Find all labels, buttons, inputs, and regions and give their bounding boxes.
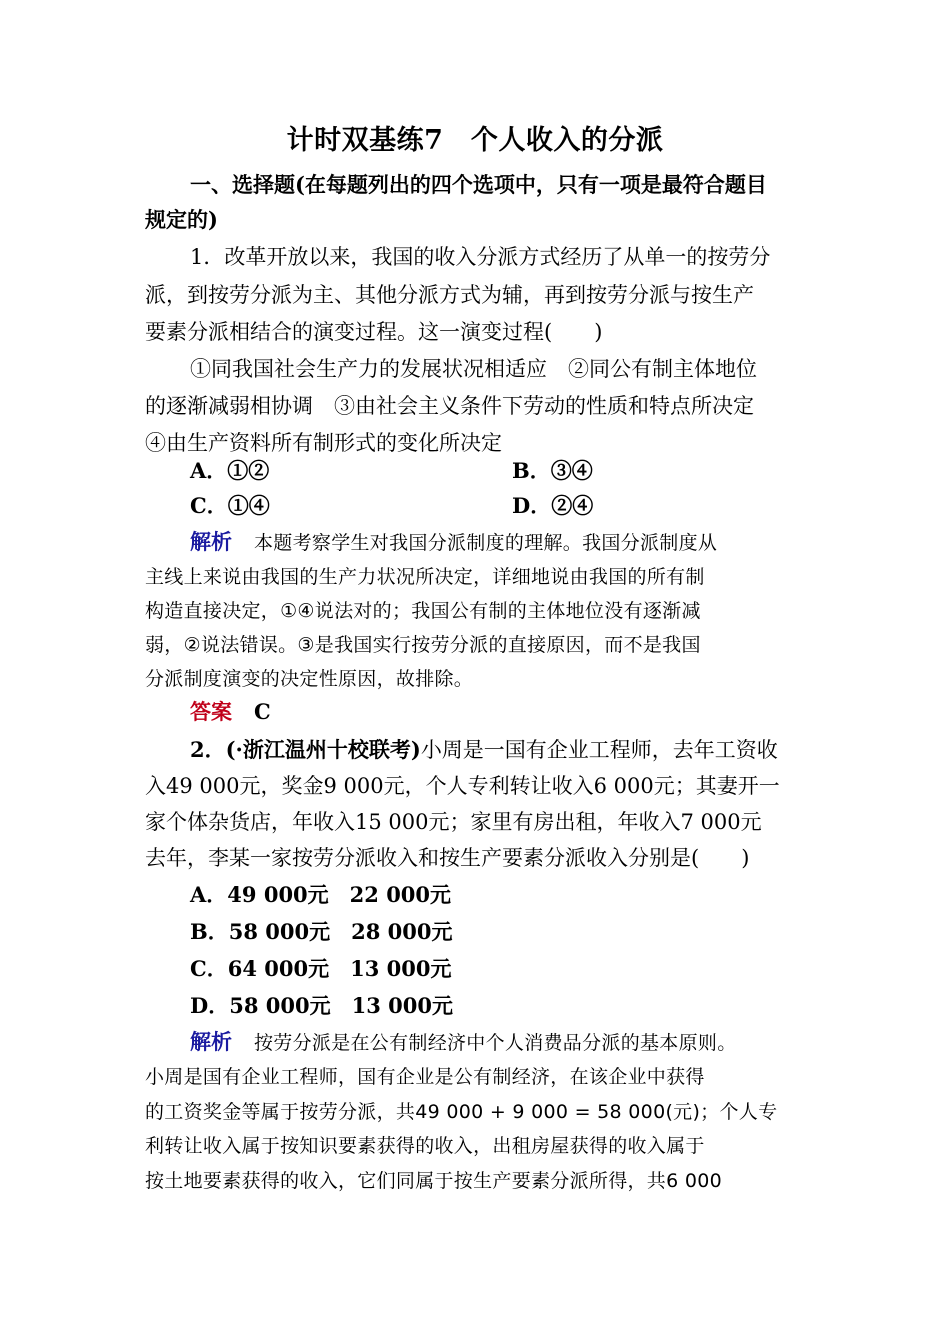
q1-statement-line: 的逐渐减弱相协调 ③由社会主义条件下劳动的性质和特点所决定 (145, 394, 754, 418)
q1-analysis-line: 弱，②说法错误。③是我国实行按劳分派的直接原因，而不是我国 (145, 634, 701, 656)
analysis-text: 按劳分派是在公有制经济中个人消费品分派的基本原则。 (254, 1032, 737, 1054)
q1-stem-line: 派，到按劳分派为主、其他分派方式为辅，再到按劳分派与按生产 (145, 283, 754, 307)
q2-stem-line (190, 735, 778, 765)
q2-source: (·浙江温州十校联考) (225, 737, 421, 762)
page-title: 计时双基练7 个人收入的分派 (286, 125, 664, 156)
q1-analysis-line: 主线上来说由我国的生产力状况所决定，详细地说由我国的所有制 (145, 566, 705, 588)
q2-stem-line: 家个体杂货店，年收入15 000元；家里有房出租，年收入7 000元 (145, 810, 762, 834)
q2-option-c: C．64 000元 13 000元 (190, 956, 452, 981)
q1-option-a: A．①② (190, 458, 270, 483)
q1-option-b: B．③④ (512, 458, 593, 483)
q2-stem-line: 去年，李某一家按劳分派收入和按生产要素分派收入分别是( ) (145, 846, 750, 870)
section-heading-cont: 规定的) (145, 207, 218, 232)
q1-stem-line: 1．改革开放以来，我国的收入分派方式经历了从单一的按劳分 (190, 245, 771, 269)
answer-label: 答案 (190, 699, 232, 724)
q1-analysis-line: 分派制度演变的决定性原因，故排除。 (145, 668, 474, 690)
q2-stem-line: 入49 000元，奖金9 000元，个人专利转让收入6 000元；其妻开一 (145, 774, 780, 798)
q1-option-d: D．②④ (512, 493, 594, 518)
analysis-label: 解析 (190, 1029, 232, 1054)
q1-stem-line: 要素分派相结合的演变过程。这一演变过程( ) (145, 320, 603, 344)
q1-statement-line: ①同我国社会生产力的发展状况相适应 ②同公有制主体地位 (190, 357, 757, 381)
q2-analysis-line: 的工资奖金等属于按劳分派，共49 000 + 9 000 = 58 000(元)；个人专 (145, 1101, 778, 1123)
q1-analysis-line (190, 527, 717, 558)
section-heading: 一、选择题(在每题列出的四个选项中，只有一项是最符合题目 (190, 172, 767, 197)
q2-option-d: D．58 000元 13 000元 (190, 993, 453, 1018)
q2-number: 2． (190, 737, 226, 762)
q2-option-a: A．49 000元 22 000元 (190, 882, 452, 907)
analysis-label: 解析 (190, 529, 232, 554)
analysis-text: 本题考察学生对我国分派制度的理解。我国分派制度从 (254, 532, 718, 554)
q2-analysis-line: 小周是国有企业工程师，国有企业是公有制经济，在该企业中获得 (145, 1066, 705, 1088)
q1-statement-line: ④由生产资料所有制形式的变化所决定 (145, 431, 502, 455)
q2-analysis-line: 按土地要素获得的收入，它们同属于按生产要素分派所得，共6 000 (145, 1170, 722, 1192)
q2-analysis-line (190, 1027, 737, 1058)
q2-option-b: B．58 000元 28 000元 (190, 919, 453, 944)
q1-option-c: C．①④ (190, 493, 270, 518)
q1-analysis-line: 构造直接决定，①④说法对的；我国公有制的主体地位没有逐渐减 (145, 600, 701, 622)
q2-analysis-line: 利转让收入属于按知识要素获得的收入，出租房屋获得的收入属于 (145, 1135, 705, 1157)
q2-stem-text: 小周是一国有企业工程师，去年工资收 (420, 738, 778, 762)
q1-answer-line (190, 697, 271, 727)
answer-value: C (254, 699, 271, 724)
